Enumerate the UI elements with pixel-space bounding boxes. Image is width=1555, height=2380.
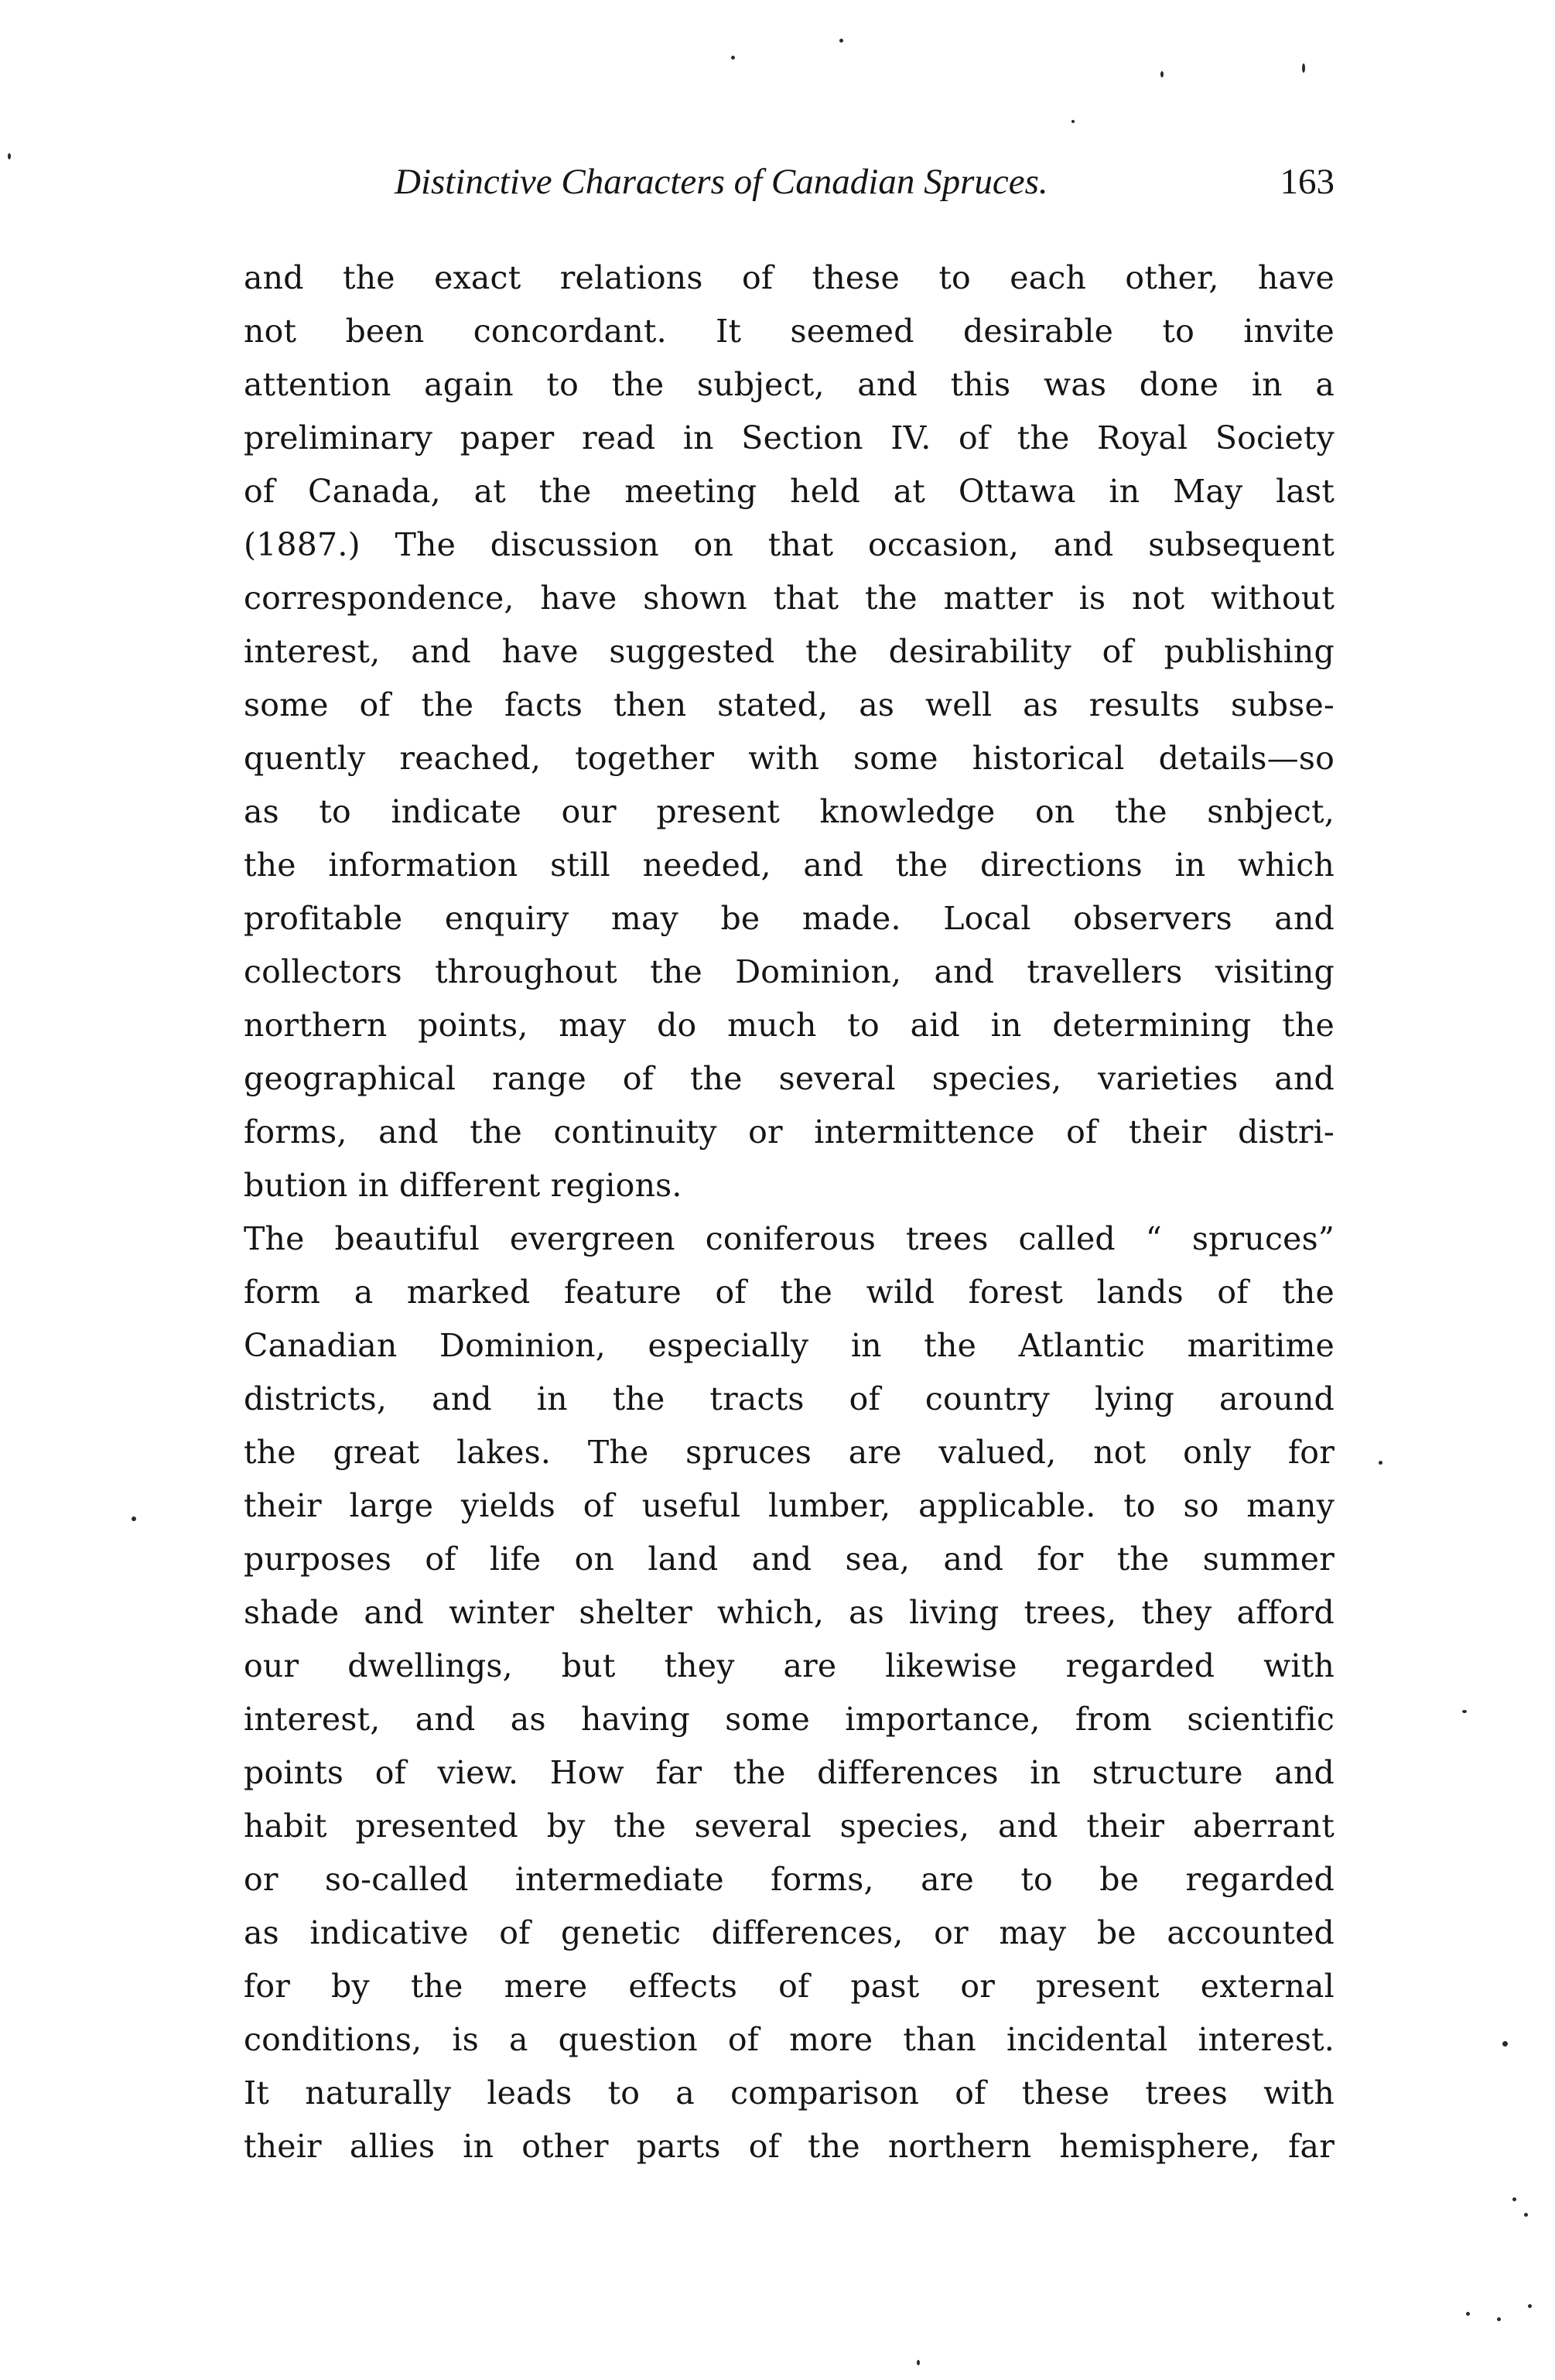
text-line: as to indicate our present knowledge on the snbject, [244, 793, 1335, 830]
scan-speck [1302, 63, 1305, 73]
text-line: or so-called intermediate forms, are to be regarded [244, 1861, 1335, 1898]
text-line: collectors throughout the Dominion, and travellers visiting [244, 953, 1335, 990]
text-line: profitable enquiry may be made. Local observers and [244, 900, 1335, 937]
text-line: bution in different regions. [244, 1167, 682, 1204]
scan-speck [1524, 2213, 1528, 2217]
text-line: The beautiful evergreen coniferous trees called “ spruces” [244, 1220, 1335, 1257]
text-line: form a marked feature of the wild forest lands of the [244, 1274, 1335, 1311]
running-head [395, 159, 1335, 213]
text-line: (1887.) The discussion on that occasion, and subsequent [244, 526, 1335, 563]
text-line: correspondence, have shown that the matter is not without [244, 580, 1335, 617]
text-line: and the exact relations of these to each other, have [244, 259, 1335, 296]
text-line: forms, and the continuity or intermittence of their distri- [244, 1113, 1335, 1151]
body-text [244, 251, 1335, 2173]
scan-speck [917, 2360, 920, 2365]
text-line: habit presented by the several species, and their aberrant [244, 1807, 1335, 1845]
text-line: districts, and in the tracts of country lying around [244, 1380, 1335, 1417]
text-line: some of the facts then stated, as well as results subse- [244, 686, 1335, 723]
scan-speck [731, 56, 735, 60]
text-line: their allies in other parts of the northern hemisphere, far [244, 2128, 1335, 2165]
text-line: purposes of life on land and sea, and for the summer [244, 1541, 1335, 1578]
text-line: quently reached, together with some historical details—so [244, 740, 1335, 777]
running-head-title: Distinctive Characters of Canadian Spruces. [395, 162, 1048, 202]
text-line: preliminary paper read in Section IV. of the Royal Society [244, 419, 1335, 457]
scan-speck [1497, 2317, 1501, 2321]
text-line: the great lakes. The spruces are valued, not only for [244, 1434, 1335, 1471]
text-line: their large yields of useful lumber, applicable. to so many [244, 1487, 1335, 1524]
text-line: shade and winter shelter which, as living trees, they afford [244, 1594, 1335, 1631]
scan-speck [1379, 1461, 1382, 1465]
scan-speck [1466, 2312, 1470, 2316]
page-number: 163 [1280, 162, 1335, 202]
scan-speck [1160, 71, 1164, 77]
text-line: for by the mere effects of past or present external [244, 1968, 1335, 2005]
scan-speck [132, 1517, 136, 1521]
text-line: It naturally leads to a comparison of these trees with [244, 2074, 1335, 2112]
text-line: conditions, is a question of more than incidental interest. [244, 2021, 1335, 2058]
text-line: of Canada, at the meeting held at Ottawa in May last [244, 473, 1335, 510]
scan-speck [839, 39, 843, 43]
text-line: northern points, may do much to aid in determining the [244, 1007, 1335, 1044]
text-line: not been concordant. It seemed desirable to invite [244, 313, 1335, 350]
text-line: as indicative of genetic differences, or may be accounted [244, 1914, 1335, 1951]
text-line: our dwellings, but they are likewise regarded with [244, 1647, 1335, 1684]
text-line: attention again to the subject, and this was done in a [244, 366, 1335, 403]
text-line: interest, and as having some importance, from scientific [244, 1701, 1335, 1738]
paragraph-1 [244, 251, 1335, 1212]
text-line: interest, and have suggested the desirability of publishing [244, 633, 1335, 670]
scan-speck [1462, 1710, 1467, 1713]
text-line: the information still needed, and the directions in which [244, 846, 1335, 884]
text-line: points of view. How far the differences in structure and [244, 1754, 1335, 1791]
scan-speck [1502, 2041, 1508, 2047]
text-line: Canadian Dominion, especially in the Atlantic maritime [244, 1327, 1335, 1364]
scan-speck [1071, 120, 1075, 123]
scan-speck [8, 153, 11, 159]
scan-speck [1528, 2304, 1532, 2308]
scan-speck [1512, 2197, 1516, 2201]
paragraph-2 [244, 1212, 1335, 2173]
text-line: geographical range of the several species, varieties and [244, 1060, 1335, 1097]
